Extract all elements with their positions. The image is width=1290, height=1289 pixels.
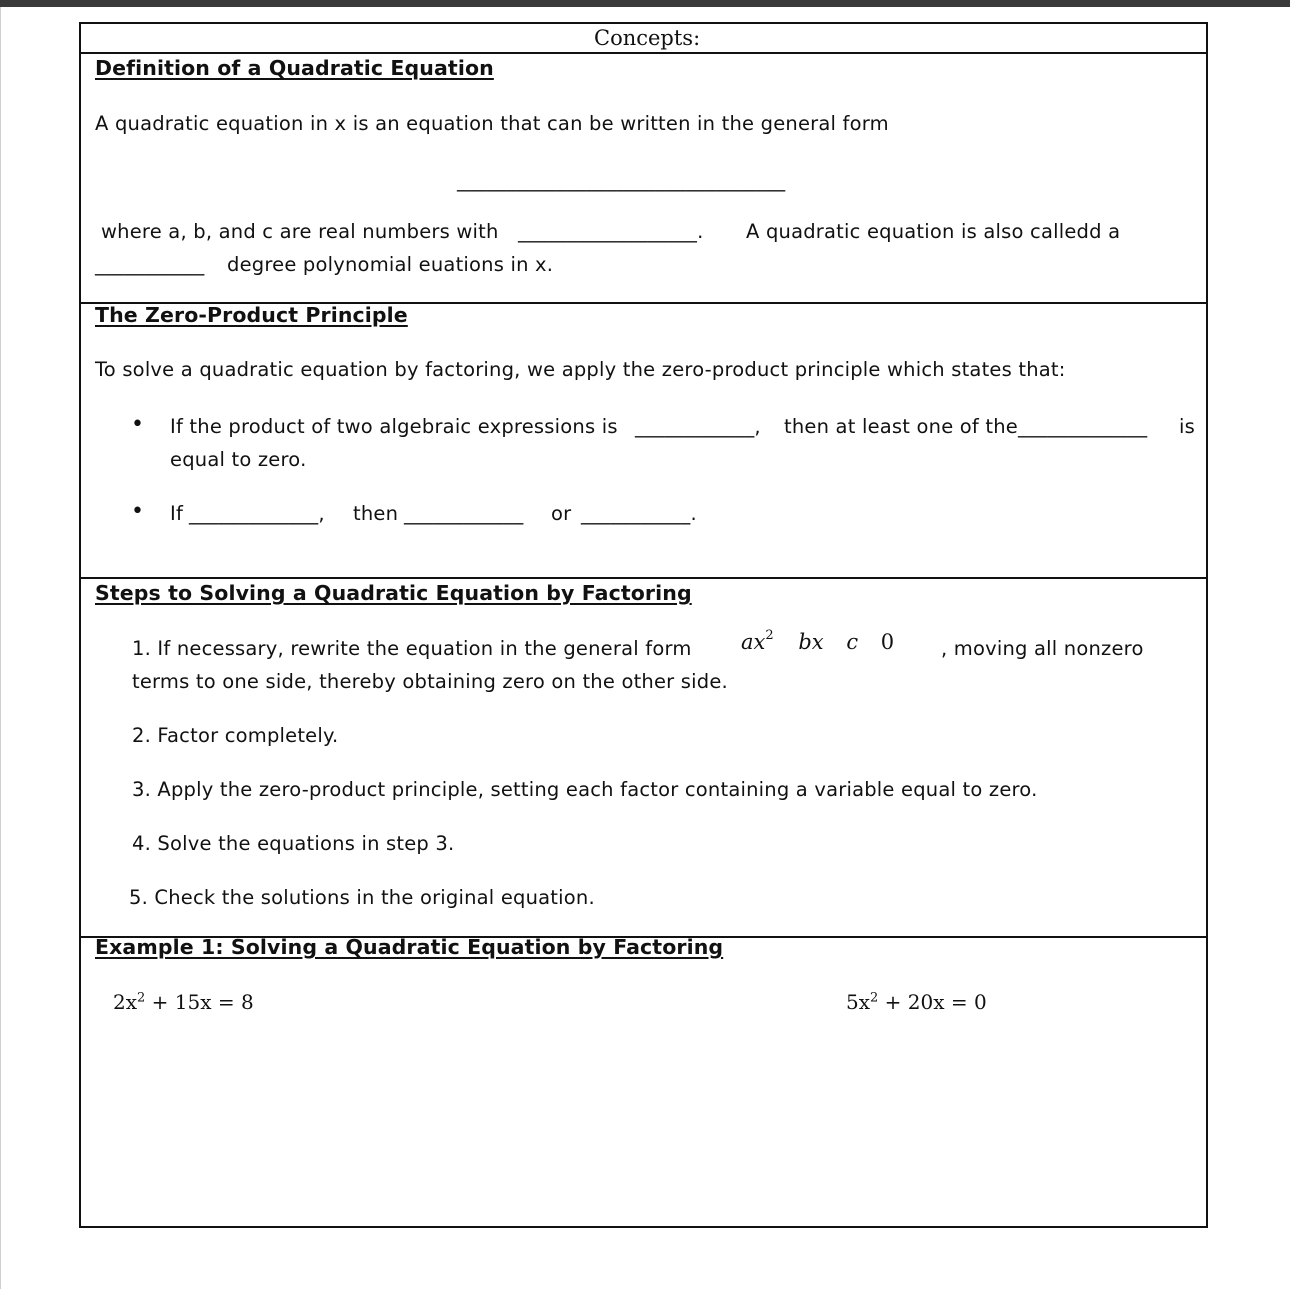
bullet1-part1: If the product of two algebraic expressions is [170, 415, 618, 438]
general-form-equation [741, 628, 894, 654]
eq1-rest: + 15x = 8 [145, 990, 254, 1014]
example-equation-2 [846, 990, 987, 1014]
bullet-2: • [131, 499, 144, 524]
step1-text-a: 1. If necessary, rewrite the equation in the general form [132, 637, 692, 660]
divider-zero-product [81, 577, 1206, 579]
worksheet [79, 22, 1208, 1228]
eq-exponent: 2 [765, 628, 774, 643]
eq2-base: 5x [846, 990, 871, 1014]
bullet1-part2: then at least one of the_____________ [784, 415, 1148, 438]
eq1-base: 2x [113, 990, 138, 1014]
definition-line1-b: A quadratic equation is also calledd a [746, 220, 1121, 243]
bullet2-or: or [551, 502, 572, 525]
eq2-rest: + 20x = 0 [878, 990, 987, 1014]
step1-line2: terms to one side, thereby obtaining zero on the other side. [132, 670, 728, 693]
bullet2-blank1: _____________, [189, 502, 325, 525]
zero-product-intro: To solve a quadratic equation by factoring, we apply the zero-product principle which states that: [95, 358, 1066, 381]
bullet-1: • [131, 412, 144, 437]
zero-product-heading: The Zero-Product Principle [95, 303, 408, 327]
bullet2-blank2: ____________ [404, 502, 524, 525]
general-form-blank: _________________________________ [457, 169, 786, 192]
step-5: 5. Check the solutions in the original equation. [129, 886, 595, 909]
step1-text-b: , moving all nonzero [941, 637, 1144, 660]
degree-blank: ___________ [95, 253, 205, 276]
definition-line2: degree polynomial euations in x. [227, 253, 554, 276]
steps-heading: Steps to Solving a Quadratic Equation by Factoring [95, 581, 692, 605]
condition-blank: __________________. [518, 220, 704, 243]
step-2: 2. Factor completely. [132, 724, 339, 747]
example-equation-1 [113, 990, 254, 1014]
eq2-exponent: 2 [870, 990, 879, 1006]
step-3: 3. Apply the zero-product principle, setting each factor containing a variable equal to zero. [132, 778, 1038, 801]
divider-title [81, 52, 1206, 54]
eq-zero: 0 [880, 630, 895, 654]
step-4: 4. Solve the equations in step 3. [132, 832, 455, 855]
bullet1-blank1: ____________, [635, 415, 761, 438]
bullet2-then: then [353, 502, 399, 525]
example-heading: Example 1: Solving a Quadratic Equation by Factoring [95, 935, 724, 959]
definition-line1-a: where a, b, and c are real numbers with [101, 220, 499, 243]
page-title: Concepts: [594, 26, 701, 50]
bullet2-blank3: ___________. [581, 502, 697, 525]
top-bar [0, 0, 1290, 7]
left-edge [0, 7, 1, 1289]
eq-ax: ax [741, 630, 766, 654]
definition-heading: Definition of a Quadratic Equation [95, 56, 494, 80]
eq-bx: bx [798, 630, 824, 654]
bullet2-if: If [170, 502, 184, 525]
definition-intro: A quadratic equation in x is an equation that can be written in the general form [95, 112, 889, 135]
eq1-exponent: 2 [137, 990, 146, 1006]
bullet1-line2: equal to zero. [170, 448, 307, 471]
eq-c: c [846, 630, 859, 654]
bullet1-part3: is [1179, 415, 1195, 438]
